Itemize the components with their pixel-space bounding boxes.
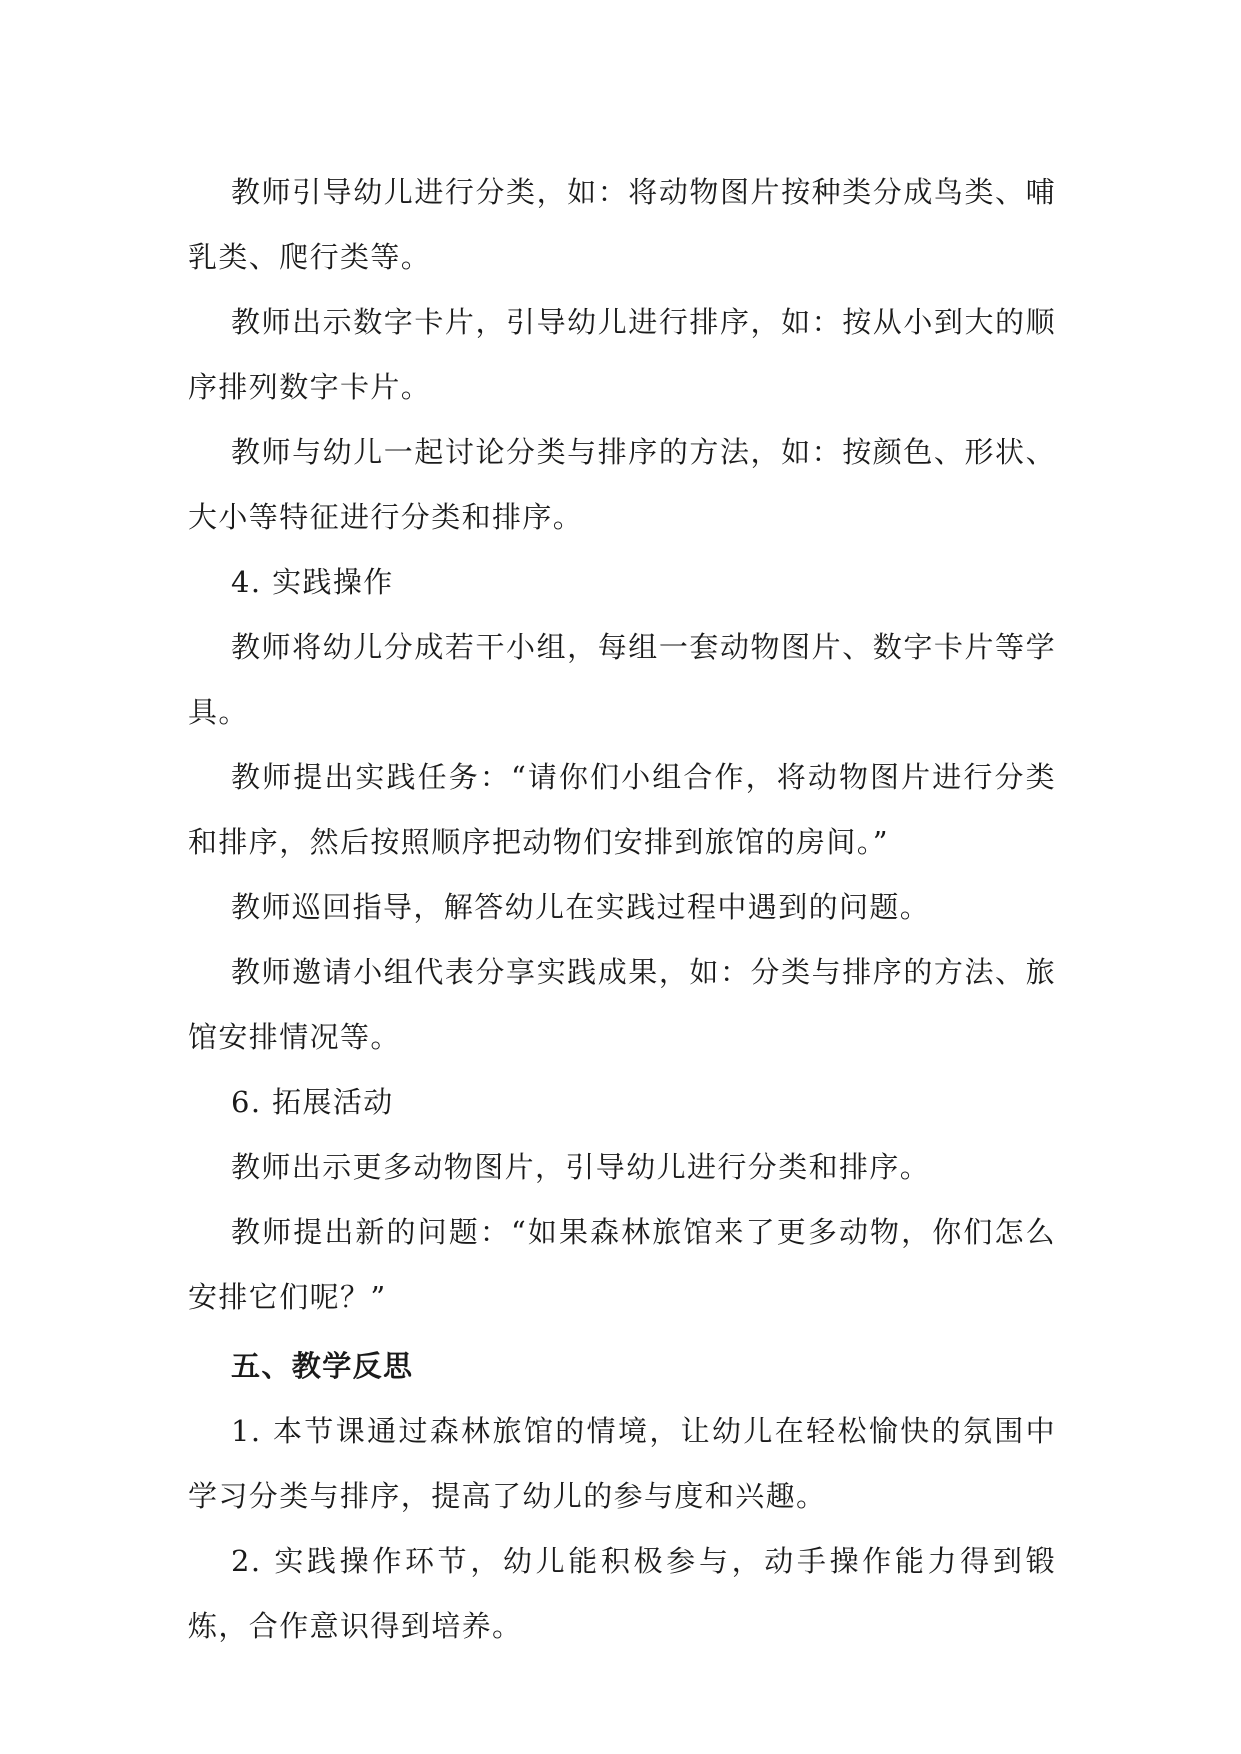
paragraph-guidance: 教师巡回指导，解答幼儿在实践过程中遇到的问题。 [231,890,931,924]
subheading-practice: 4. 实践操作 [231,565,394,599]
section-heading-reflection: 五、教学反思 [231,1349,414,1383]
reflection-item-2: 2. 实践操作环节，幼儿能积极参与，动手操作能力得到锻炼，合作意识得到培养。 [188,1544,1056,1643]
paragraph-grouping: 教师将幼儿分成若干小组，每组一套动物图片、数字卡片等学具。 [188,630,1056,729]
reflection-item-1: 1. 本节课通过森林旅馆的情境，让幼儿在轻松愉快的氛围中学习分类与排序，提高了幼儿的参与度和兴趣。 [188,1414,1056,1513]
paragraph-more-animals: 教师出示更多动物图片，引导幼儿进行分类和排序。 [231,1150,931,1184]
paragraph-new-question: 教师提出新的问题：“如果森林旅馆来了更多动物，你们怎么安排它们呢？” [188,1215,1056,1314]
document-page [188,160,1056,1659]
paragraph-classification: 教师引导幼儿进行分类，如：将动物图片按种类分成鸟类、哺乳类、爬行类等。 [188,175,1056,274]
paragraph-sharing: 教师邀请小组代表分享实践成果，如：分类与排序的方法、旅馆安排情况等。 [188,955,1056,1054]
paragraph-task: 教师提出实践任务：“请你们小组合作，将动物图片进行分类和排序，然后按照顺序把动物们安排到旅馆的房间。” [188,760,1056,859]
paragraph-discussion: 教师与幼儿一起讨论分类与排序的方法，如：按颜色、形状、大小等特征进行分类和排序。 [188,435,1056,534]
subheading-extension: 6. 拓展活动 [231,1085,394,1119]
paragraph-ordering: 教师出示数字卡片，引导幼儿进行排序，如：按从小到大的顺序排列数字卡片。 [188,305,1056,404]
